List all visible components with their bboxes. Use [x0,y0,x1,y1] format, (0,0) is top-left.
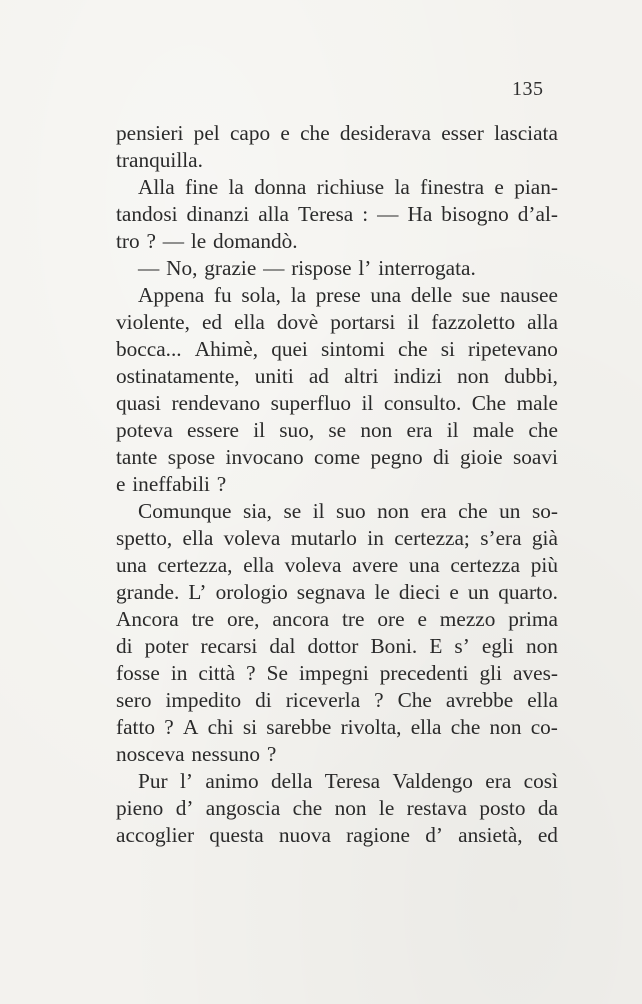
text-line: tranquilla. [116,148,203,172]
text-line: Pur l’ animo della Teresa Valdengo era così [138,769,558,793]
text-line: Alla fine la donna richiuse la finestra e pian- [138,175,558,199]
text-line: di poter recarsi dal dottor Boni. E s’ egli non [116,634,558,658]
text-line: una certezza, ella voleva avere una certezza più [116,553,558,577]
text-line: pensieri pel capo e che desiderava esser lasciata [116,121,558,145]
text-line: violente, ed ella dovè portarsi il fazzoletto alla [116,310,558,334]
text-line: grande. L’ orologio segnava le dieci e un quarto. [116,580,558,604]
text-line: Ancora tre ore, ancora tre ore e mezzo prima [116,607,558,631]
text-line: tro ? — le domandò. [116,229,298,253]
text-line: spetto, ella voleva mutarlo in certezza; s’era già [116,526,558,550]
text-line: tandosi dinanzi alla Teresa : — Ha bisogno d’al- [116,202,558,226]
body-text [116,120,558,849]
text-line: bocca... Ahimè, quei sintomi che si ripetevano [116,337,558,361]
text-line: quasi rendevano superfluo il consulto. Che male [116,391,558,415]
text-line: nosceva nessuno ? [116,742,277,766]
text-line: tante spose invocano come pegno di gioie soavi [116,445,558,469]
text-line: Appena fu sola, la prese una delle sue nausee [138,283,558,307]
text-line: sero impedito di riceverla ? Che avrebbe ella [116,688,558,712]
text-line: poteva essere il suo, se non era il male che [116,418,558,442]
text-line: — No, grazie — rispose l’ interrogata. [138,256,476,280]
text-line: fosse in città ? Se impegni precedenti gli aves- [116,661,558,685]
text-line: e ineffabili ? [116,472,227,496]
text-line: fatto ? A chi si sarebbe rivolta, ella che non co- [116,715,558,739]
page-number: 135 [512,78,544,100]
text-line: Comunque sia, se il suo non era che un so- [138,499,558,523]
text-line: accoglier questa nuova ragione d’ ansietà, ed [116,823,558,847]
text-line: pieno d’ angoscia che non le restava posto da [116,796,558,820]
text-line: ostinatamente, uniti ad altri indizi non dubbi, [116,364,558,388]
